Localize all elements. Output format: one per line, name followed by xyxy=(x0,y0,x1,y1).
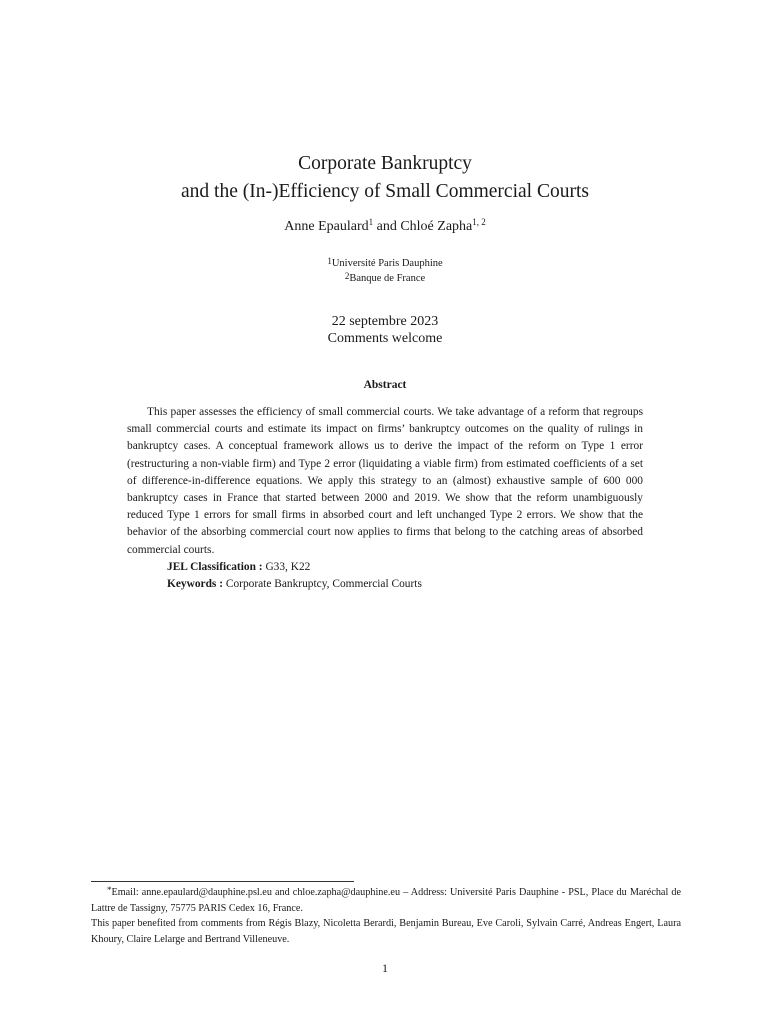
footnotes xyxy=(91,885,681,947)
keywords-label: Keywords : xyxy=(167,578,223,591)
keywords-value: Corporate Bankruptcy, Commercial Courts xyxy=(225,578,422,591)
affiliations xyxy=(0,256,770,286)
title-line-2: and the (In-)Efficiency of Small Commercial Courts xyxy=(181,181,589,202)
footnote-email-text: Email: anne.epaulard@dauphine.psl.eu and chloe.zapha@dauphine.eu – Address: Université Paris Dauphine - PSL, Place du Maréchal de Lattre de Tassigny, 75775 PARIS Cedex 16, France. xyxy=(91,887,681,914)
paper-title xyxy=(0,150,770,206)
page-number: 1 xyxy=(382,961,388,975)
affiliation-marker: 2 xyxy=(344,271,350,281)
affiliation-marker: 1 xyxy=(327,256,332,266)
author-list xyxy=(0,219,770,235)
affiliation-item xyxy=(0,256,770,271)
jel-label: JEL Classification : xyxy=(167,560,263,573)
affiliation-marker: 1, 2 xyxy=(472,217,486,227)
keywords xyxy=(127,576,643,593)
footnote-divider xyxy=(91,881,354,882)
title-line-1: Corporate Bankruptcy xyxy=(298,153,472,174)
author-name: Chloé Zapha xyxy=(400,219,473,234)
affiliation-name: Banque de France xyxy=(349,273,426,284)
abstract-text: This paper assesses the efficiency of small commercial courts. We take advantage of a reform that regroups small commercial courts and estimate its impact on firms’ bankruptcy outcomes on the quality of rulings in bankruptcy cases. A conceptual framework allows us to derive the impact of the reform on Type 1 error (restructuring a non-viable firm) and Type 2 error (liquidating a viable firm) from estimated coefficients of a set of difference-in-difference equations. We apply this strategy to an (almost) exhaustive sample of 600 000 bankruptcy cases in France that started between 2000 and 2019. We show that the reform unambiguously reduced Type 1 errors for small firms in absorbed court and left unchanged Type 2 errors. We show that the behavior of the absorbing commercial court now applies to firms that belong to the catching areas of absorbed commercial courts. xyxy=(127,406,643,556)
affiliation-name: Université Paris Dauphine xyxy=(331,258,443,269)
affiliation-marker: 1 xyxy=(368,217,374,227)
footnote-marker: * xyxy=(107,885,112,895)
affiliation-item xyxy=(0,271,770,286)
author-conjunction: and xyxy=(376,219,397,234)
footnote-thanks: This paper benefited from comments from Régis Blazy, Nicoletta Berardi, Benjamin Bureau, Eve Caroli, Sylvain Carré, Andreas Engert, Laura Khoury, Claire Lelarge and Bertrand Villeneuve. xyxy=(91,918,681,945)
footnote-email xyxy=(91,885,681,916)
paper-date: 22 septembre 2023 xyxy=(331,314,439,329)
author-name: Anne Epaulard xyxy=(284,219,369,234)
jel-value: G33, K22 xyxy=(265,560,311,573)
comments-note: Comments welcome xyxy=(327,331,443,346)
jel-classification xyxy=(127,559,643,576)
date-block xyxy=(0,313,770,347)
abstract-heading: Abstract xyxy=(363,379,407,391)
abstract-body xyxy=(127,404,643,593)
